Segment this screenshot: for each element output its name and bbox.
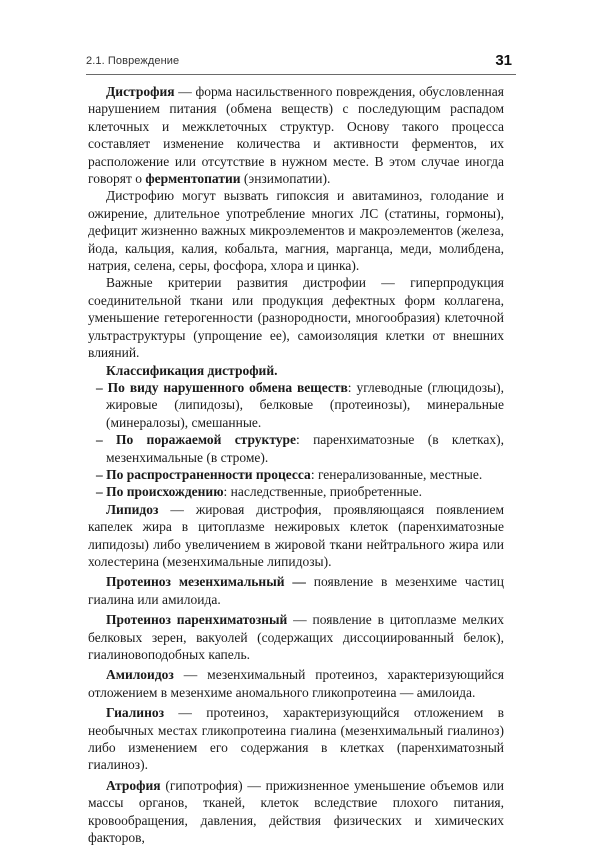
term-amyloidosis: Амилоидоз xyxy=(106,667,174,683)
page-number: 31 xyxy=(495,52,512,69)
paragraph-hyalinosis xyxy=(88,704,504,774)
paragraph-dystrophy-criteria: Важные критерии развития дистрофии — гиперпродукция соединительной ткани или продукция дефектных форм коллагена, уменьшение гетерогенности (разнородности, многообразия) клеточной ультраструктуры (упрощение ее), самоизоляция клетки от внешних влияний. xyxy=(88,275,504,361)
paragraph-lipidosis xyxy=(88,501,504,571)
paragraph-dystrophy-definition xyxy=(88,83,504,187)
section-title: 2.1. Повреждение xyxy=(86,55,180,67)
term-dystrophy: Дистрофия xyxy=(106,84,175,99)
classification-item-text: : паренхиматозные (в клетках), мезенхимальные (в строме). xyxy=(106,432,504,465)
paragraph-atrophy xyxy=(88,777,504,846)
paragraph-parenchymal-proteinosis xyxy=(88,611,504,663)
parenchymal-proteinosis-text: — появление в цитоплазме мелких белковых зерен, вакуолей (содержащих диссоциированный белок), гиалиновоподобных капель. xyxy=(88,612,504,662)
classification-item-text: : наследственные, приобретенные. xyxy=(223,484,423,500)
paragraph-dystrophy-causes: Дистрофию могут вызвать гипоксия и авитаминоз, голодание и ожирение, длительное употребление многих ЛС (статины, гормоны), дефицит жизненно важных микроэлементов и макроэлементов (железа, йода, кальция, калия, кобальта, магния, марганца, меди, молибдена, натрия, селена, серы, фосфора, хлора и цинка). xyxy=(88,188,504,274)
term-fermentopathy: ферментопатии xyxy=(145,171,241,187)
lipidosis-text: — жировая дистрофия, проявляющаяся появлением капелек жира в цитоплазме нежировых клеток (паренхиматозные липидозы) либо увеличением в жировой ткани нейтрального жира или холестерина (мезенхимальные липидозы). xyxy=(88,501,504,569)
mesenchymal-proteinosis-text: появление в мезенхиме частиц гиалина или амилоида. xyxy=(88,574,504,607)
hyalinosis-text: — протеиноз, характеризующийся отложением в необычных местах гликопротеина гиалина (мезенхимальный гиалиноз) либо изменением его содержания в клетках (паренхиматозный гиалиноз). xyxy=(88,705,504,773)
paragraph-mesenchymal-proteinosis xyxy=(88,573,504,608)
term-hyalinosis: Гиалиноз xyxy=(106,705,165,721)
classification-item-label: – По виду нарушенного обмена веществ xyxy=(96,379,348,395)
classification-item xyxy=(88,431,504,466)
paragraph-amyloidosis xyxy=(88,666,504,701)
classification-item xyxy=(88,466,504,483)
classification-item-label: – По происхождению xyxy=(96,484,224,500)
atrophy-text: (гипотрофия) — прижизненное уменьшение объемов или массы органов, тканей, клеток вследствие плохого питания, кровообращения, давления, действия физических и химических факторов, xyxy=(88,777,504,846)
classification-item-text: : генерализованные, местные. xyxy=(310,466,483,482)
classification-item-label: – По распространенности процесса xyxy=(96,466,311,482)
classification-item xyxy=(88,379,504,431)
term-lipidosis: Липидоз xyxy=(106,501,159,517)
classification-item-label: – По поражаемой структуре xyxy=(96,432,297,448)
dystrophy-definition-text: — форма насильственного повреждения, обусловленная нарушением питания (обмена веществ) с последующим распадом клеточных и межклеточных структур. Основу такого процесса составляет изменение количества и активности ферментов, их расположение или отсутствие в нужном месте. В этом случае иногда говорят о xyxy=(88,84,504,187)
classification-heading: Классификация дистрофий. xyxy=(106,362,278,378)
term-parenchymal-proteinosis: Протеиноз паренхиматозный xyxy=(106,612,288,628)
fermentopathy-text: (энзимопатии). xyxy=(240,171,331,187)
classification-item xyxy=(88,483,504,500)
term-atrophy: Атрофия xyxy=(106,777,161,793)
amyloidosis-text: — мезенхимальный протеиноз, характеризующийся отложением в мезенхиме аномального гликопротеина — амилоида. xyxy=(88,667,504,700)
page-body xyxy=(88,83,504,846)
running-header xyxy=(86,54,516,75)
term-mesenchymal-proteinosis: Протеиноз мезенхимальный — xyxy=(106,574,306,590)
classification-item-text: : углеводные (глюцидозы), жировые (липидозы), белковые (протеинозы), минеральные (минералозы), смешанные. xyxy=(106,379,505,430)
